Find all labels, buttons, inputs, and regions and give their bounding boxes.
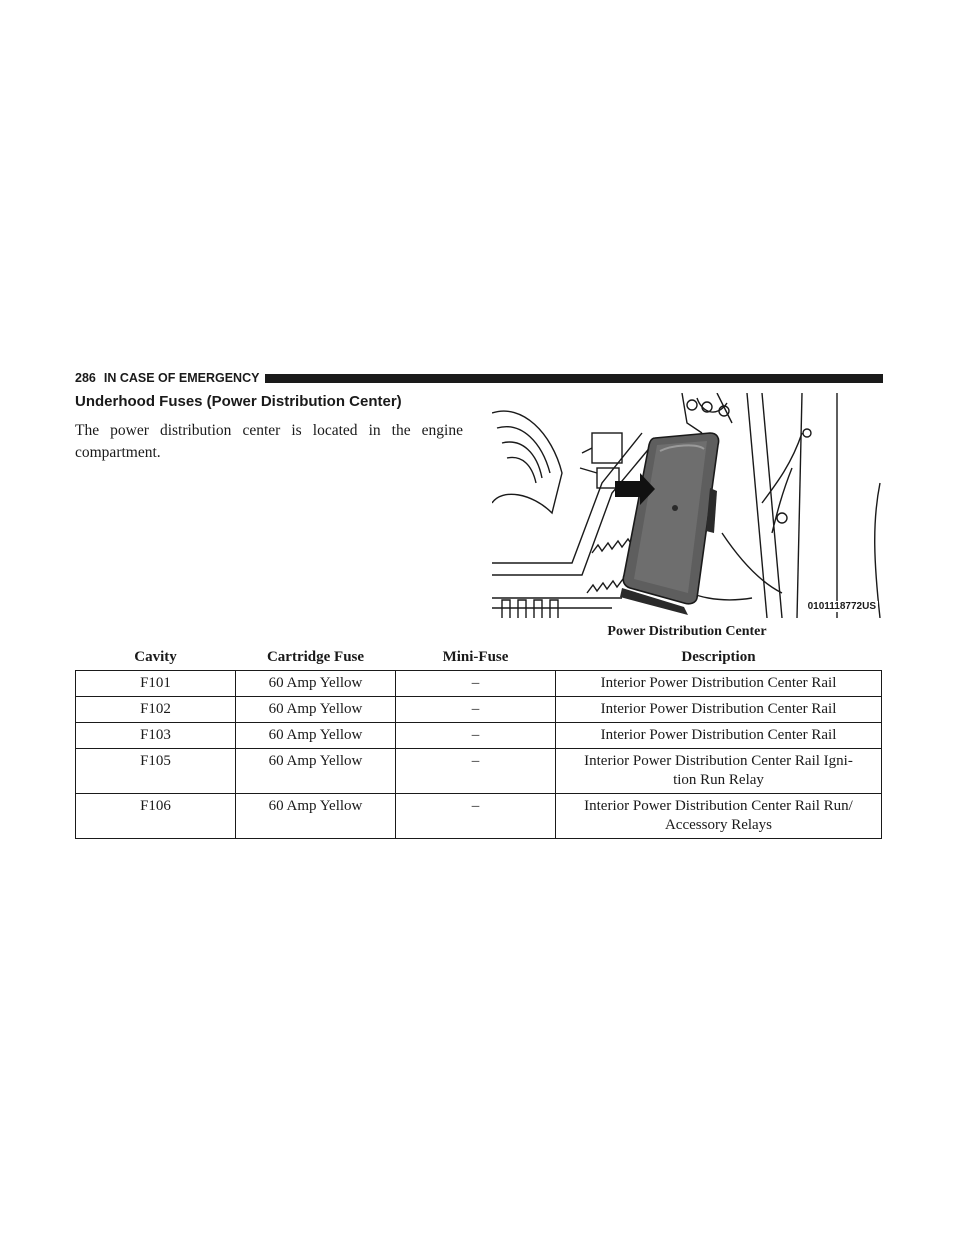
cell-cavity: F101 [76, 671, 236, 697]
cell-mini: – [396, 671, 556, 697]
cell-cartridge: 60 Amp Yellow [236, 697, 396, 723]
figure-caption: Power Distribution Center [607, 624, 767, 639]
cell-mini: – [396, 697, 556, 723]
table-row [76, 723, 882, 749]
page-number: 286 [75, 371, 96, 385]
header-mini-fuse: Mini-Fuse [396, 645, 556, 671]
table-row [76, 697, 882, 723]
cell-cartridge: 60 Amp Yellow [236, 723, 396, 749]
engine-compartment-illustration [492, 393, 882, 618]
cell-mini: – [396, 749, 556, 794]
cell-cavity: F103 [76, 723, 236, 749]
cell-description: Interior Power Distribution Center Rail Igni- tion Run Relay [556, 749, 882, 794]
cell-description: Interior Power Distribution Center Rail Run/ Accessory Relays [556, 794, 882, 839]
table-row [76, 749, 882, 794]
figure-id: 0101118772US [807, 601, 876, 612]
cell-description: Interior Power Distribution Center Rail [556, 723, 882, 749]
header-cavity: Cavity [76, 645, 236, 671]
table-header-row [76, 645, 882, 671]
header-cartridge-fuse: Cartridge Fuse [236, 645, 396, 671]
table-row [76, 794, 882, 839]
page-header [75, 370, 883, 386]
cell-cartridge: 60 Amp Yellow [236, 671, 396, 697]
cell-mini: – [396, 794, 556, 839]
table-row [76, 671, 882, 697]
cell-description: Interior Power Distribution Center Rail [556, 697, 882, 723]
engine-compartment-figure [492, 393, 882, 618]
header-description: Description [556, 645, 882, 671]
cell-cavity: F105 [76, 749, 236, 794]
cell-cartridge: 60 Amp Yellow [236, 794, 396, 839]
section-title: IN CASE OF EMERGENCY [103, 371, 260, 385]
cell-mini: – [396, 723, 556, 749]
cell-cavity: F102 [76, 697, 236, 723]
body-paragraph: The power distribution center is located in the engine compartment. [75, 422, 463, 461]
cell-description: Interior Power Distribution Center Rail [556, 671, 882, 697]
cell-cartridge: 60 Amp Yellow [236, 749, 396, 794]
section-heading: Underhood Fuses (Power Distribution Center) [75, 393, 402, 410]
cell-cavity: F106 [76, 794, 236, 839]
header-rule [265, 374, 883, 383]
fuse-table [75, 645, 882, 839]
